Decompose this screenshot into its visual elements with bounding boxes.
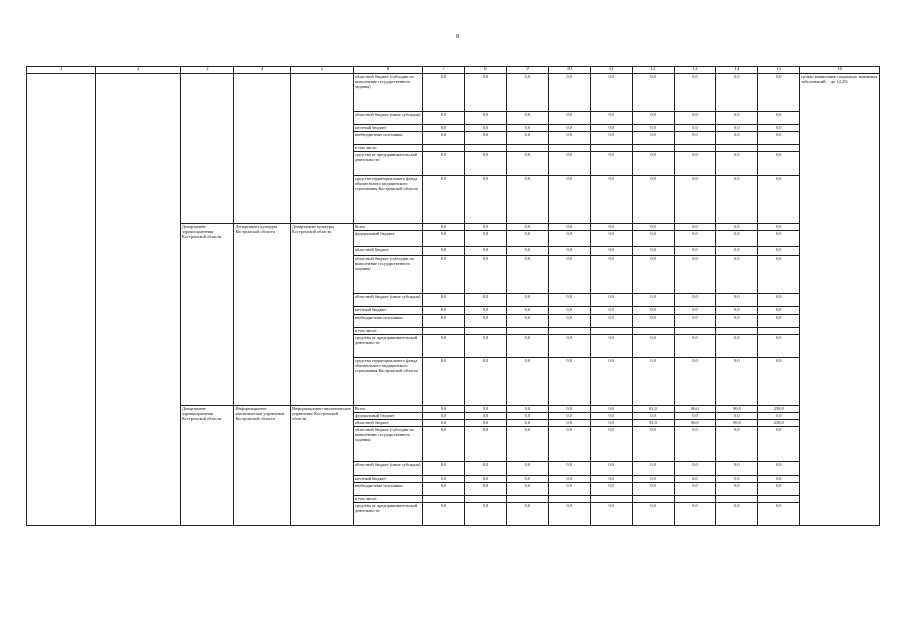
funding-source-cell: средства территориального фонда обязательного медицинского страхования Костромской области — [353, 358, 422, 406]
amount-cell: 0,0 — [758, 74, 800, 112]
amount-cell: 0,0 — [674, 476, 716, 483]
amount-cell: 0,0 — [758, 256, 800, 294]
amount-cell — [716, 328, 758, 335]
amount-cell: 0,0 — [506, 315, 548, 328]
amount-cell: 0,0 — [590, 503, 632, 526]
funding-source-cell: в том числе: — [353, 496, 422, 503]
amount-cell: 86,0 — [674, 406, 716, 413]
amount-cell — [674, 145, 716, 152]
amount-cell — [506, 496, 548, 503]
amount-cell: 0,0 — [464, 335, 506, 358]
indicator-note-cell: целью выявления социально значимых заболеваний, - до 14,2% — [800, 74, 880, 526]
amount-cell: 0,0 — [464, 315, 506, 328]
funding-source-cell: областной бюджет (иные субсидии) — [353, 462, 422, 476]
page-number: 8 — [456, 34, 459, 40]
amount-cell: 0,0 — [506, 176, 548, 224]
amount-cell: 0,0 — [590, 231, 632, 247]
funding-source-cell: местный бюджет — [353, 307, 422, 315]
amount-cell — [548, 328, 590, 335]
amount-cell: 0,0 — [632, 503, 674, 526]
amount-cell: 0,0 — [758, 503, 800, 526]
responsible-cell: Департамент культуры Костромской области — [291, 224, 354, 406]
amount-cell: 0,0 — [674, 335, 716, 358]
funding-source-cell: в том числе: — [353, 145, 422, 152]
amount-cell: 0,0 — [590, 462, 632, 476]
column-header: 4 — [234, 67, 291, 74]
amount-cell: 0,0 — [716, 125, 758, 132]
amount-cell — [423, 328, 465, 335]
amount-cell: 0,0 — [506, 483, 548, 496]
funding-source-cell: средства от предпринимательской деятельности — [353, 335, 422, 358]
amount-cell: 0,0 — [590, 74, 632, 112]
amount-cell: 0,0 — [758, 152, 800, 176]
amount-cell: 0,0 — [674, 294, 716, 307]
amount-cell: 0,0 — [716, 176, 758, 224]
amount-cell: 0,0 — [716, 247, 758, 256]
amount-cell — [423, 145, 465, 152]
amount-cell: 0,0 — [758, 132, 800, 145]
amount-cell — [506, 328, 548, 335]
amount-cell: 0,0 — [632, 307, 674, 315]
amount-cell: 0,0 — [423, 315, 465, 328]
amount-cell: 0,0 — [423, 125, 465, 132]
amount-cell: 0,0 — [590, 294, 632, 307]
amount-cell: 0,0 — [674, 462, 716, 476]
funding-source-cell: внебюджетные источники — [353, 132, 422, 145]
amount-cell: 0,0 — [423, 503, 465, 526]
amount-cell: 0,0 — [423, 112, 465, 125]
amount-cell: 0,0 — [464, 307, 506, 315]
amount-cell: 258,8 — [758, 406, 800, 413]
amount-cell: 0,0 — [590, 335, 632, 358]
amount-cell: 0,0 — [716, 294, 758, 307]
amount-cell: 0,0 — [674, 503, 716, 526]
amount-cell: 0,0 — [716, 462, 758, 476]
column-header: 7 — [423, 67, 465, 74]
amount-cell: 258,8 — [758, 420, 800, 427]
column-header: 12 — [632, 67, 674, 74]
amount-cell: 0,0 — [548, 176, 590, 224]
funding-source-cell: областной бюджет (субсидии на выполнение государственного задания) — [353, 427, 422, 462]
amount-cell: 0,0 — [674, 152, 716, 176]
amount-cell — [590, 328, 632, 335]
amount-cell: 0,0 — [506, 294, 548, 307]
amount-cell: 0,0 — [506, 307, 548, 315]
column-header: 3 — [181, 67, 234, 74]
amount-cell: 0,0 — [506, 224, 548, 231]
amount-cell: 0,0 — [506, 132, 548, 145]
amount-cell: 0,0 — [758, 112, 800, 125]
amount-cell — [758, 496, 800, 503]
amount-cell: 0,0 — [758, 315, 800, 328]
amount-cell: 0,0 — [674, 483, 716, 496]
amount-cell: 0,0 — [548, 420, 590, 427]
amount-cell: 0,0 — [632, 427, 674, 462]
amount-cell: 0,0 — [632, 358, 674, 406]
column-header: 16 — [800, 67, 880, 74]
amount-cell: 0,0 — [758, 125, 800, 132]
amount-cell: 0,0 — [632, 74, 674, 112]
amount-cell — [632, 328, 674, 335]
column-header: 1 — [27, 67, 96, 74]
amount-cell: 0,0 — [716, 132, 758, 145]
amount-cell: 0,0 — [632, 462, 674, 476]
amount-cell — [632, 145, 674, 152]
amount-cell: 0,0 — [758, 358, 800, 406]
amount-cell: 0,0 — [758, 427, 800, 462]
amount-cell: 0,0 — [464, 413, 506, 420]
amount-cell: 0,0 — [423, 476, 465, 483]
amount-cell: 0,0 — [758, 231, 800, 247]
amount-cell: 0,0 — [674, 125, 716, 132]
amount-cell: 0,0 — [464, 176, 506, 224]
amount-cell: 0,0 — [716, 413, 758, 420]
amount-cell: 0,0 — [423, 176, 465, 224]
funding-source-cell: областной бюджет (иные субсидии) — [353, 294, 422, 307]
amount-cell: 0,0 — [548, 307, 590, 315]
amount-cell: 0,0 — [548, 427, 590, 462]
responsible-cell — [291, 74, 354, 224]
amount-cell: 0,0 — [632, 476, 674, 483]
amount-cell: 0,0 — [674, 231, 716, 247]
amount-cell: 0,0 — [758, 176, 800, 224]
funding-source-cell: в том числе: — [353, 328, 422, 335]
amount-cell: 0,0 — [590, 307, 632, 315]
amount-cell: 0,0 — [548, 152, 590, 176]
amount-cell: 0,0 — [674, 256, 716, 294]
amount-cell — [590, 145, 632, 152]
amount-cell: 90,8 — [716, 420, 758, 427]
amount-cell: 0,0 — [423, 224, 465, 231]
amount-cell: 0,0 — [548, 413, 590, 420]
amount-cell: 0,0 — [423, 462, 465, 476]
amount-cell: 0,0 — [548, 358, 590, 406]
amount-cell: 0,0 — [464, 406, 506, 413]
amount-cell — [758, 328, 800, 335]
column-header: 2 — [96, 67, 181, 74]
amount-cell — [548, 145, 590, 152]
amount-cell: 0,0 — [716, 112, 758, 125]
amount-cell: 0,0 — [423, 294, 465, 307]
funding-source-cell: Всего — [353, 406, 422, 413]
amount-cell: 0,0 — [423, 420, 465, 427]
amount-cell: 82,0 — [632, 406, 674, 413]
amount-cell: 0,0 — [590, 358, 632, 406]
amount-cell: 0,0 — [423, 152, 465, 176]
amount-cell: 0,0 — [632, 247, 674, 256]
amount-cell: 0,0 — [674, 427, 716, 462]
amount-cell: 0,0 — [590, 315, 632, 328]
column-header: 11 — [590, 67, 632, 74]
amount-cell: 0,0 — [506, 112, 548, 125]
amount-cell: 0,0 — [590, 224, 632, 231]
funding-source-cell: федеральный бюджет — [353, 413, 422, 420]
amount-cell: 0,0 — [506, 152, 548, 176]
amount-cell: 0,0 — [506, 406, 548, 413]
executor-cell: Департамент культуры Костромской области — [234, 224, 291, 406]
amount-cell: 0,0 — [423, 231, 465, 247]
amount-cell: 0,0 — [716, 307, 758, 315]
column-header: 14 — [716, 67, 758, 74]
amount-cell: 0,0 — [590, 420, 632, 427]
amount-cell: 0,0 — [674, 358, 716, 406]
amount-cell — [464, 145, 506, 152]
amount-cell: 0,0 — [632, 256, 674, 294]
amount-cell: 0,0 — [464, 74, 506, 112]
amount-cell: 0,0 — [590, 427, 632, 462]
amount-cell: 0,0 — [548, 224, 590, 231]
column-header: 10 — [548, 67, 590, 74]
amount-cell: 0,0 — [464, 152, 506, 176]
amount-cell: 0,0 — [716, 315, 758, 328]
amount-cell: 0,0 — [632, 315, 674, 328]
amount-cell: 0,0 — [506, 413, 548, 420]
amount-cell: 0,0 — [758, 335, 800, 358]
funding-source-cell: средства территориального фонда обязательного медицинского страхования Костромской области — [353, 176, 422, 224]
amount-cell: 0,0 — [716, 152, 758, 176]
co-executor-cell: Департамент здравоохранения Костромской области — [181, 406, 234, 526]
amount-cell: 0,0 — [632, 413, 674, 420]
amount-cell: 0,0 — [590, 176, 632, 224]
column-1-cell — [27, 74, 96, 526]
funding-source-cell: местный бюджет — [353, 125, 422, 132]
amount-cell: 0,0 — [716, 224, 758, 231]
funding-source-cell: областной бюджет — [353, 247, 422, 256]
amount-cell: 0,0 — [423, 483, 465, 496]
amount-cell: 0,0 — [423, 335, 465, 358]
amount-cell: 0,0 — [506, 427, 548, 462]
amount-cell: 0,0 — [464, 294, 506, 307]
amount-cell: 0,0 — [464, 231, 506, 247]
executor-cell — [234, 74, 291, 224]
amount-cell: 0,0 — [423, 256, 465, 294]
amount-cell: 0,0 — [548, 335, 590, 358]
amount-cell: 0,0 — [464, 427, 506, 462]
co-executor-cell — [181, 74, 234, 224]
amount-cell — [506, 145, 548, 152]
amount-cell: 0,0 — [674, 315, 716, 328]
amount-cell: 0,0 — [632, 294, 674, 307]
amount-cell: 0,0 — [590, 152, 632, 176]
column-header: 6 — [353, 67, 422, 74]
column-header: 13 — [674, 67, 716, 74]
amount-cell: 0,0 — [758, 294, 800, 307]
amount-cell — [632, 496, 674, 503]
amount-cell: 0,0 — [464, 483, 506, 496]
amount-cell — [548, 496, 590, 503]
amount-cell: 0,0 — [632, 231, 674, 247]
amount-cell: 0,0 — [716, 358, 758, 406]
executor-cell: Информационно-аналитическое управление Костромской области — [234, 406, 291, 526]
amount-cell: 0,0 — [506, 247, 548, 256]
amount-cell: 0,0 — [423, 307, 465, 315]
amount-cell: 0,0 — [548, 315, 590, 328]
amount-cell: 0,0 — [590, 413, 632, 420]
amount-cell: 0,0 — [716, 503, 758, 526]
amount-cell: 0,0 — [674, 307, 716, 315]
amount-cell: 0,0 — [464, 420, 506, 427]
amount-cell: 0,0 — [548, 74, 590, 112]
amount-cell: 0,0 — [506, 503, 548, 526]
funding-source-cell: средства от предпринимательской деятельности — [353, 152, 422, 176]
amount-cell: 0,0 — [674, 74, 716, 112]
amount-cell: 0,0 — [758, 483, 800, 496]
amount-cell: 0,0 — [548, 406, 590, 413]
amount-cell: 0,0 — [590, 125, 632, 132]
amount-cell: 0,0 — [548, 462, 590, 476]
amount-cell: 0,0 — [548, 247, 590, 256]
amount-cell: 0,0 — [464, 256, 506, 294]
amount-cell: 0,0 — [464, 358, 506, 406]
amount-cell: 0,0 — [464, 132, 506, 145]
amount-cell: 82,0 — [632, 420, 674, 427]
amount-cell: 0,0 — [758, 224, 800, 231]
funding-source-cell: областной бюджет (иные субсидии) — [353, 112, 422, 125]
amount-cell: 0,0 — [464, 125, 506, 132]
amount-cell — [590, 496, 632, 503]
amount-cell: 0,0 — [506, 462, 548, 476]
amount-cell — [674, 496, 716, 503]
amount-cell: 0,0 — [506, 476, 548, 483]
funding-source-cell: средства от предпринимательской деятельности — [353, 503, 422, 526]
amount-cell: 0,0 — [423, 247, 465, 256]
amount-cell: 0,0 — [548, 294, 590, 307]
amount-cell: 0,0 — [590, 483, 632, 496]
amount-cell: 0,0 — [674, 176, 716, 224]
amount-cell — [423, 496, 465, 503]
amount-cell: 0,0 — [632, 483, 674, 496]
amount-cell: 0,0 — [758, 307, 800, 315]
amount-cell: 90,8 — [716, 406, 758, 413]
amount-cell: 0,0 — [590, 132, 632, 145]
funding-source-cell: местный бюджет — [353, 476, 422, 483]
amount-cell: 0,0 — [464, 503, 506, 526]
amount-cell: 0,0 — [423, 406, 465, 413]
funding-source-cell: Всего — [353, 224, 422, 231]
amount-cell: 0,0 — [632, 335, 674, 358]
funding-source-cell: внебюджетные источники — [353, 483, 422, 496]
amount-cell — [464, 496, 506, 503]
column-header: 15 — [758, 67, 800, 74]
amount-cell: 0,0 — [423, 358, 465, 406]
column-2-cell — [96, 74, 181, 526]
amount-cell: 0,0 — [423, 413, 465, 420]
amount-cell: 0,0 — [716, 427, 758, 462]
amount-cell: 0,0 — [716, 483, 758, 496]
amount-cell: 0,0 — [464, 247, 506, 256]
amount-cell — [716, 145, 758, 152]
table-row — [27, 74, 880, 112]
amount-cell: 0,0 — [716, 256, 758, 294]
funding-source-cell: областной бюджет — [353, 420, 422, 427]
amount-cell: 0,0 — [506, 335, 548, 358]
amount-cell: 0,0 — [758, 476, 800, 483]
amount-cell: 0,0 — [548, 132, 590, 145]
amount-cell: 0,0 — [464, 112, 506, 125]
amount-cell: 0,0 — [548, 483, 590, 496]
amount-cell — [464, 328, 506, 335]
responsible-cell: Информационно-аналитическое управление Костромской области — [291, 406, 354, 526]
amount-cell: 0,0 — [758, 413, 800, 420]
co-executor-cell: Департамент здравоохранения Костромской области — [181, 224, 234, 406]
amount-cell: 0,0 — [464, 224, 506, 231]
amount-cell: 0,0 — [632, 224, 674, 231]
amount-cell: 0,0 — [674, 413, 716, 420]
amount-cell: 0,0 — [423, 132, 465, 145]
amount-cell: 0,0 — [632, 125, 674, 132]
amount-cell: 0,0 — [548, 112, 590, 125]
amount-cell: 0,0 — [590, 406, 632, 413]
amount-cell: 0,0 — [674, 132, 716, 145]
header-row — [27, 67, 880, 74]
amount-cell: 0,0 — [590, 247, 632, 256]
amount-cell: 0,0 — [548, 231, 590, 247]
funding-source-cell: федеральный бюджет — [353, 231, 422, 247]
amount-cell: 0,0 — [548, 256, 590, 294]
amount-cell: 0,0 — [758, 462, 800, 476]
amount-cell: 0,0 — [674, 224, 716, 231]
amount-cell: 0,0 — [590, 476, 632, 483]
amount-cell: 0,0 — [506, 358, 548, 406]
amount-cell: 0,0 — [464, 462, 506, 476]
amount-cell: 0,0 — [548, 125, 590, 132]
amount-cell: 0,0 — [632, 176, 674, 224]
budget-table — [26, 66, 880, 526]
amount-cell: 0,0 — [674, 247, 716, 256]
amount-cell: 0,0 — [506, 74, 548, 112]
funding-source-cell: областной бюджет (субсидии на выполнение государственного задания) — [353, 74, 422, 112]
column-header: 5 — [291, 67, 354, 74]
amount-cell: 0,0 — [632, 152, 674, 176]
amount-cell: 0,0 — [632, 112, 674, 125]
amount-cell: 0,0 — [716, 476, 758, 483]
amount-cell: 0,0 — [674, 112, 716, 125]
amount-cell: 0,0 — [548, 503, 590, 526]
amount-cell: 0,0 — [716, 231, 758, 247]
column-header: 8 — [464, 67, 506, 74]
funding-source-cell: областной бюджет (субсидии на выполнение государственного задания) — [353, 256, 422, 294]
amount-cell — [758, 145, 800, 152]
amount-cell: 86,0 — [674, 420, 716, 427]
amount-cell: 0,0 — [423, 74, 465, 112]
column-header: 9 — [506, 67, 548, 74]
funding-source-cell: внебюджетные источники — [353, 315, 422, 328]
amount-cell: 0,0 — [632, 132, 674, 145]
amount-cell: 0,0 — [506, 125, 548, 132]
amount-cell: 0,0 — [590, 256, 632, 294]
amount-cell: 0,0 — [758, 247, 800, 256]
amount-cell — [674, 328, 716, 335]
amount-cell: 0,0 — [464, 476, 506, 483]
amount-cell: 0,0 — [506, 231, 548, 247]
amount-cell: 0,0 — [506, 420, 548, 427]
amount-cell: 0,0 — [716, 74, 758, 112]
amount-cell: 0,0 — [590, 112, 632, 125]
amount-cell — [716, 496, 758, 503]
amount-cell: 0,0 — [423, 427, 465, 462]
amount-cell: 0,0 — [506, 256, 548, 294]
amount-cell: 0,0 — [548, 476, 590, 483]
amount-cell: 0,0 — [716, 335, 758, 358]
